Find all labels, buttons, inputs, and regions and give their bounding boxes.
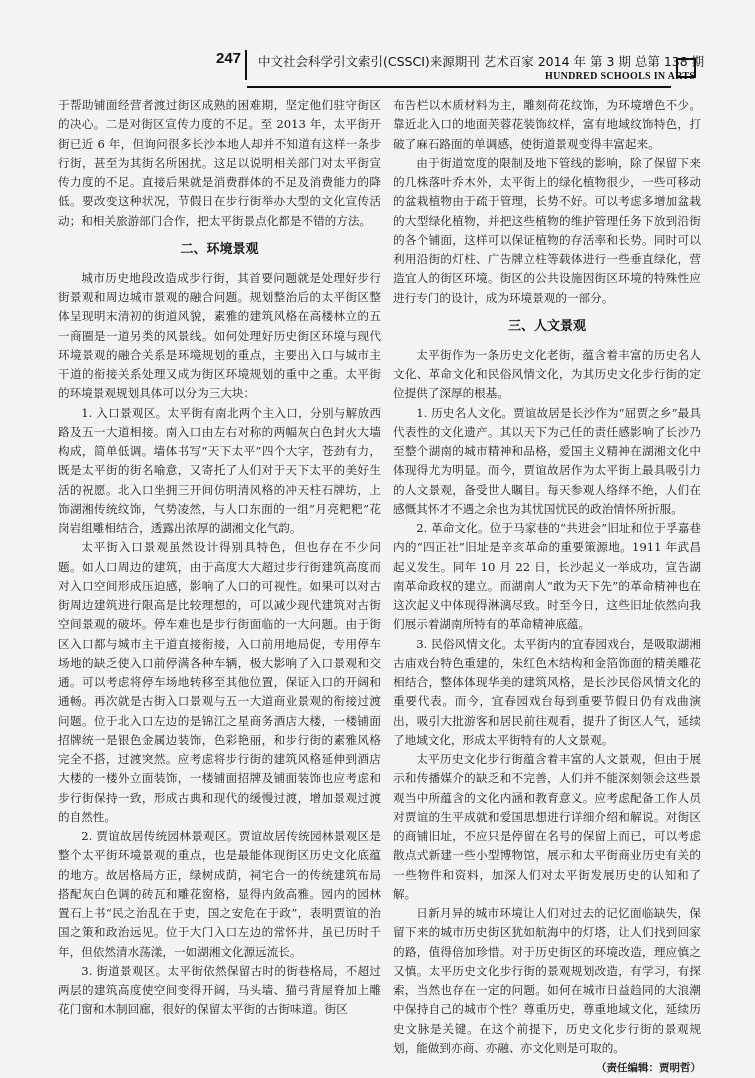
paragraph: 1. 历史名人文化。贾谊故居是长沙作为“屈贾之乡”最具代表性的文化遗产。其以天下为己任的责任感影响了长沙乃至整个湖南的城市精神和品格，爱国主义精神在湖湘文化中体现得尤为明显。而今，贾谊故居作为太平街上最具吸引力的人文景观，备受世人瞩目。每天参观人络绎不绝，人们在感慨其怀才不遇之余也为其忧国忧民的政治情怀所折服。 (393, 405, 701, 516)
paragraph: 3. 民俗风情文化。太平街内的宜春园戏台，是吸取湖湘古庙戏台特色重建的，朱红色木结构和金箔饰面的精美雕花相结合，整体体现华美的建筑风格，是长沙民俗风情文化的重要代表。而今，宜春园戏台每到重要节假日仍有戏曲演出，吸引大批游客和居民前往观看，提升了街区人气，延续了地域文化，形成太平街特有的人文景观。 (393, 636, 701, 747)
paragraph: 布告栏以木质材料为主，雕刻荷花纹饰，为环境增色不少。靠近北入口的地面芙蓉花装饰纹样，富有地域纹饰特色，打破了麻石路面的单调感，使街道景观变得丰富起来。 (393, 98, 701, 151)
paragraph: 于帮助铺面经营者渡过街区成熟的困难期，坚定他们驻守街区的决心。二是对街区宣传力度的不足。至 2013 年，太平街开街已近 6 年，但询问很多长沙本地人却并不知道有这样一条步行街，甚至为其街名所困扰。这足以说明相关部门对太平街宣传力度的不足。直接后果就是消费群体的不足及消费能力的降低。要改变这种状况，节假日在步行街举办大型的文化宣传活动；和相关旅游部门合作，把太平街景点化都是不错的方法。 (58, 98, 381, 228)
page-header (0, 0, 755, 92)
paragraph: 太平历史文化步行街蕴含着丰富的人文景观，但由于展示和传播媒介的缺乏和不完善，人们并不能深刻领会这些景观当中所蕴含的文化内涵和教育意义。应考虑配备工作人员对贾谊的生平成就和爱国思想进行详细介绍和解说。对街区的商铺旧址，不应只是停留在名号的保留上而已，可以考虑散点式新建一些小型博物馆，展示和太平街商业历史有关的一些物件和资料，加深人们对太平街发展历史的认知和了解。 (393, 752, 701, 901)
header-divider (245, 50, 247, 80)
paragraph: 太平街作为一条历史文化老街，蕴含着丰富的历史名人文化、革命文化和民俗风情文化，为其历史文化步行街的定位提供了深厚的根基。 (393, 347, 701, 401)
paragraph: 2. 贾谊故居传统园林景观区。贾谊故居传统园林景观区是整个太平街环境景观的重点，也是最能体现街区历史文化底蕴的地方。故居格局方正，绿树成荫，祠宅合一的传统建筑布局搭配灰白色调的砖瓦和雕花窗格，显得内敛高雅。园内的园林置石上书“民之治乱在于吏，国之安危在于政”，表明贾谊的治国之策和政治远见。位于大门入口左边的常怀井，虽已历时千年，但依然清水荡漾，一如湖湘文化源远流长。 (58, 829, 381, 959)
journal-english-title: HUNDRED SCHOOLS IN ARTS (545, 71, 696, 82)
paragraph: 1. 入口景观区。太平街有南北两个主入口，分别与解放西路及五一大道相接。南入口由左右对称的两幅灰白色封火大墙构成，简单低调。墙体书写“天下太平”四个大字，苍劲有力，既是太平街的街名喻意，又寄托了人们对于天下太平的美好生活的祝愿。北入口坐拥三开间仿明清风格的冲天柱石牌坊，上饰湖湘传统纹饰，气势凌然，与人口东面的一组“月亮粑粑”花岗岩组雕相结合，透露出浓厚的湖湘文化气韵。 (58, 405, 381, 535)
page-number: 247 (216, 50, 242, 67)
right-column (393, 96, 701, 1078)
paragraph: 3. 街道景观区。太平街依然保留古时的街巷格局，不超过两层的建筑高度使空间变得开阔，马头墙、猫弓背屋脊加上雕花门窗和木制回廊，很好的保留太平街的古街味道。街区 (58, 963, 381, 1017)
paragraph: 由于街道宽度的限制及地下管线的影响，除了保留下来的几株落叶乔木外，太平街上的绿化植物很少，一些可移动的盆栽植物由于疏于管理，长势不好。可以考虑多增加盆栽的大型绿化植物，并把这些植物的维护管理任务下放到沿街的各个铺面，这样可以保证植物的存活率和长势。同时可以利用沿街的灯柱、广告牌立柱等载体进行一些垂直绿化，营造宜人的街区环境。街区的公共设施因街区环境的特殊性应进行专门的设计，成为环境景观的一部分。 (393, 155, 701, 305)
journal-info: 中文社会科学引文索引(CSSCI)来源期刊 艺术百家 2014 年 第 3 期 总第 138 期 (258, 54, 705, 69)
paragraph: 太平街入口景观虽然设计得别具特色，但也存在不少问题。如人口周边的建筑，由于高度大大超过步行街建筑高度而对入口空间形成压迫感，影响了人口的可视性。如果可以对古街周边建筑进行限高是比较理想的，可以减少现代建筑对古街空间景观的破坏。停车难也是步行街面临的一大问题。由于街区入口都与城市主干道直接衔接，入口前用地局促，专用停车场地的缺乏使入口前停满各种车辆，极大影响了入口景观和交通。可以考虑将停车场地转移至其他位置，保证入口的开阔和通畅。再次就是古街入口景观与五一大道商业景观的衔接过渡问题。位于北入口左边的是锦江之星商务酒店大楼，一楼铺面招牌统一是银色金属边装饰，色彩艳丽，和步行街的素雅风格完全不搭，过渡突然。应考虑将步行街的建筑风格延伸到酒店大楼的一楼外立面装饰，一楼铺面招牌及铺面装饰也应考虑和步行街保持一致，形成古典和现代的缓慢过渡，增加景观过渡的自然性。 (58, 540, 381, 824)
editor-credit: （责任编辑：贾明哲） (596, 1062, 701, 1074)
section-heading: 三、人文景观 (507, 318, 586, 334)
left-column (58, 96, 381, 1020)
paragraph: 日新月异的城市环境让人们对过去的记忆面临缺失，保留下来的城市历史街区犹如航海中的灯塔，让人们找到回家的路，值得倍加珍惜。对于历史街区的环境改造，理应慎之又慎。太平历史文化步行街的景观规划改造，有学习，有探索，当然也存在一定的问题。如何在城市日益趋同的大浪潮中保持自己的城市个性？尊重历史，尊重地域文化，延续历史文脉是关键。在这个前提下，历史文化步行街的景观规划，能做到亦商、亦融、亦文化则是可取的。 (393, 906, 701, 1055)
paragraph: 城市历史地段改造成步行街，其首要问题就是处理好步行街景观和周边城市景观的融合问题。规划整治后的太平街区整体呈现明末清初的街道风貌，素雅的建筑风格在高楼林立的五一商圈是一道另类的风景线。如何处理好历史街区环境与现代环境景观的融合关系是环境规划的重点，主要出入口与城市主干道的衔接关系处理又成为街区环境规划的重中之重。太平街的环境景观规划具体可以分为三大块： (58, 270, 381, 401)
journal-box-mark (676, 58, 696, 78)
paragraph: 2. 革命文化。位于马家巷的“共进会”旧址和位于孚嘉巷内的“四正社”旧址是辛亥革命的重要策源地。1911 年武昌起义发生。同年 10 月 22 日，长沙起义一举成功，宣告湖南革命政权的建立。而湖南人“敢为天下先”的革命精神也在这次起义中体现得淋漓尽致。时至今日，这些旧址依然向我们展示着湖南所特有的革命精神底蕴。 (393, 521, 701, 632)
editor-row (393, 1058, 701, 1078)
section-heading: 二、环境景观 (180, 241, 259, 257)
header-rule (247, 86, 671, 88)
